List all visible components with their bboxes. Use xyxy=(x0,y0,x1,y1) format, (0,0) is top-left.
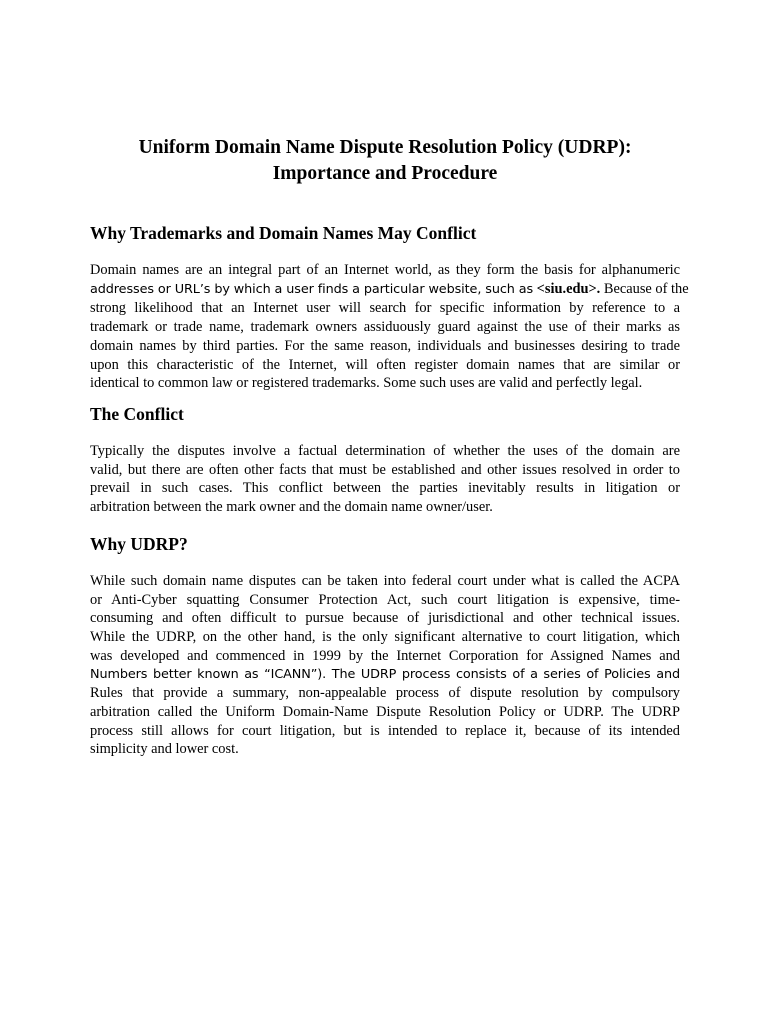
paragraph-line: or Anti-Cyber squatting Consumer Protection Act, such court litigation is expensive, time- xyxy=(90,591,680,608)
section-heading-the-conflict: The Conflict xyxy=(90,404,184,424)
paragraph-line: While the UDRP, on the other hand, is the only significant alternative to court litigation, which xyxy=(90,629,680,646)
paragraph-line: arbitration between the mark owner and the domain name owner/user. xyxy=(90,499,493,516)
paragraph-line: strong likelihood that an Internet user will search for specific information by reference to a xyxy=(90,300,680,317)
paragraph-line: was developed and commenced in 1999 by the Internet Corporation for Assigned Names and xyxy=(90,647,680,664)
paragraph-why-udrp xyxy=(90,572,680,759)
title-line-2: Importance and Procedure xyxy=(272,163,498,184)
paragraph-line: Typically the disputes involve a factual determination of whether the uses of the domain are xyxy=(90,443,680,459)
paragraph-line: trademark or trade name, trademark owners assiduously guard against the use of their marks as xyxy=(90,319,680,336)
paragraph-line: identical to common law or registered trademarks. Some such uses are valid and perfectly legal. xyxy=(90,375,643,392)
paragraph-line: domain names by third parties. For the same reason, individuals and businesses desiring to trade xyxy=(90,337,680,354)
line-tail: Because of the xyxy=(603,280,689,297)
title-line-1: Uniform Domain Name Dispute Resolution Policy (UDRP): xyxy=(138,137,632,158)
paragraph-the-conflict xyxy=(90,442,680,517)
paragraph-line: arbitration called the Uniform Domain-Name Dispute Resolution Policy or UDRP. The UDRP xyxy=(90,703,680,720)
paragraph-line: upon this characteristic of the Internet, will often register domain names that are similar or xyxy=(90,356,680,373)
paragraph-line: While such domain name disputes can be taken into federal court under what is called the ACPA xyxy=(90,573,680,589)
paragraph-line: consuming and often difficult to pursue because of jurisdictional and other technical issues. xyxy=(90,610,680,627)
paragraph-line: valid, but there are often other facts that must be established and other issues resolved in order to xyxy=(90,461,680,478)
paragraph-line: prevail in such cases. This conflict between the parties inevitably results in litigation or xyxy=(90,480,680,497)
domain-example: <siu.edu>. xyxy=(536,280,601,297)
paragraph-line xyxy=(90,280,689,300)
paragraph-line: process still allows for court litigation, but is intended to replace it, because of its intended xyxy=(90,722,680,739)
sans-text-run: addresses or URL’s by which a user finds a particular website, such as xyxy=(90,281,534,297)
document-title xyxy=(90,135,680,187)
paragraph-line: Numbers better known as “ICANN”). The UDRP process consists of a series of Policies and xyxy=(90,666,680,682)
paragraph-line: simplicity and lower cost. xyxy=(90,741,239,758)
paragraph-line: Domain names are an integral part of an Internet world, as they form the basis for alphanumeric xyxy=(90,262,680,278)
paragraph-why-conflict xyxy=(90,261,689,393)
section-heading-why-udrp: Why UDRP? xyxy=(90,534,188,554)
paragraph-line: Rules that provide a summary, non-appealable process of dispute resolution by compulsory xyxy=(90,685,680,702)
section-heading-why-conflict: Why Trademarks and Domain Names May Conflict xyxy=(90,223,477,243)
